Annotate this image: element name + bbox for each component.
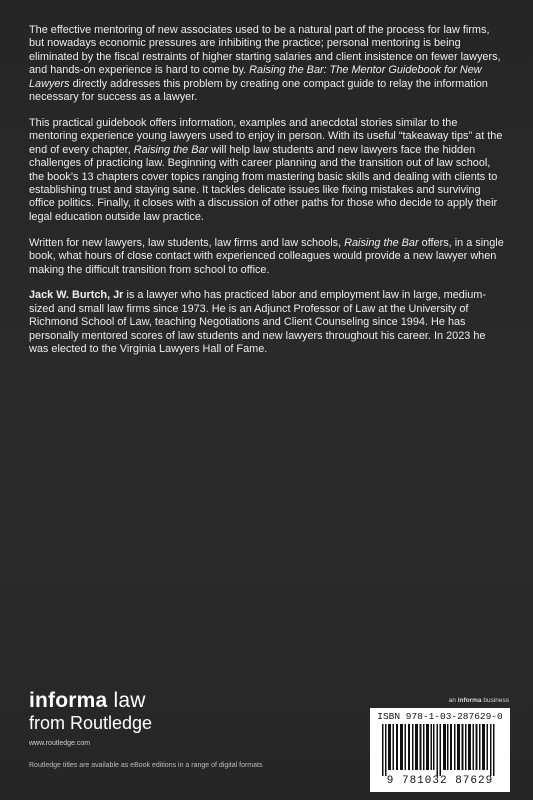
ebook-note: Routledge titles are available as eBook editions in a range of digital formats bbox=[29, 762, 263, 769]
author-bio: Jack W. Burtch, Jr is a lawyer who has practiced labor and employment law in large, medium-sized and small law firms since 1973. He is an Adjunct Professor of Law at the University of Richmond School of Law, teaching Negotiations and Client Counseling since 1994. He has personally mentored scores of law students and new lawyers throughout his career. In 2023 he was elected to the Virginia Lawyers Hall of Fame. bbox=[29, 289, 487, 356]
ean-digits: 9 781032 87629 bbox=[386, 775, 494, 787]
publisher-logo bbox=[29, 690, 152, 734]
blurb-paragraph-1: The effective mentoring of new associates used to be a natural part of the process for law firms, but nowadays economic pressures are inhibiting the practice; personal mentoring is being eliminated by the fiscal restraints of higher starting salaries and client insistence on fewer lawyers, and hands-on experience is hard to come by. Raising the Bar: The Mentor Guidebook for New Lawyers directly addresses this problem by creating one compact guide to relay the information necessary for success as a lawyer. bbox=[29, 24, 501, 104]
barcode-panel bbox=[370, 708, 510, 792]
book-title: Raising the Bar bbox=[344, 236, 419, 249]
blurb-text bbox=[29, 24, 505, 369]
blurb-paragraph-2: This practical guidebook offers information, examples and anecdotal stories similar to the mentoring experience young lawyers used to enjoy in person. With its useful “takeaway tips” at the end of every chapter, Raising the Bar will help law students and new lawyers face the hidden challenges of practicing law. Beginning with career planning and the transition out of law school, the book’s 13 chapters cover topics ranging from mastering basic skills and dealing with clients to establishing trust and staying sane. It tackles delicate issues like fixing mistakes and surviving office politics. Finally, it closes with a discussion of other paths for those who decide to apply their legal education outside law practice. bbox=[29, 116, 503, 223]
blurb-paragraph-3: Written for new lawyers, law students, law firms and law schools, Raising the Bar offers, in a single book, what hours of close contact with experienced colleagues would provide a new lawyer when making the difficult transition from school to office. bbox=[29, 236, 504, 276]
logo-informa: informa bbox=[29, 689, 108, 712]
author-name: Jack W. Burtch, Jr bbox=[29, 289, 124, 302]
book-title: Raising the Bar: The Mentor Guidebook for New Lawyers bbox=[29, 64, 482, 90]
isbn-label: ISBN 978-1-03-287629-0 bbox=[377, 711, 503, 722]
book-title: Raising the Bar bbox=[133, 143, 209, 156]
publisher-website: www.routledge.com bbox=[29, 740, 91, 747]
logo-from-routledge: from Routledge bbox=[29, 713, 153, 733]
logo-law: law bbox=[107, 689, 146, 712]
barcode-bars bbox=[382, 724, 498, 776]
informa-business-tag: an informa business bbox=[448, 697, 509, 704]
